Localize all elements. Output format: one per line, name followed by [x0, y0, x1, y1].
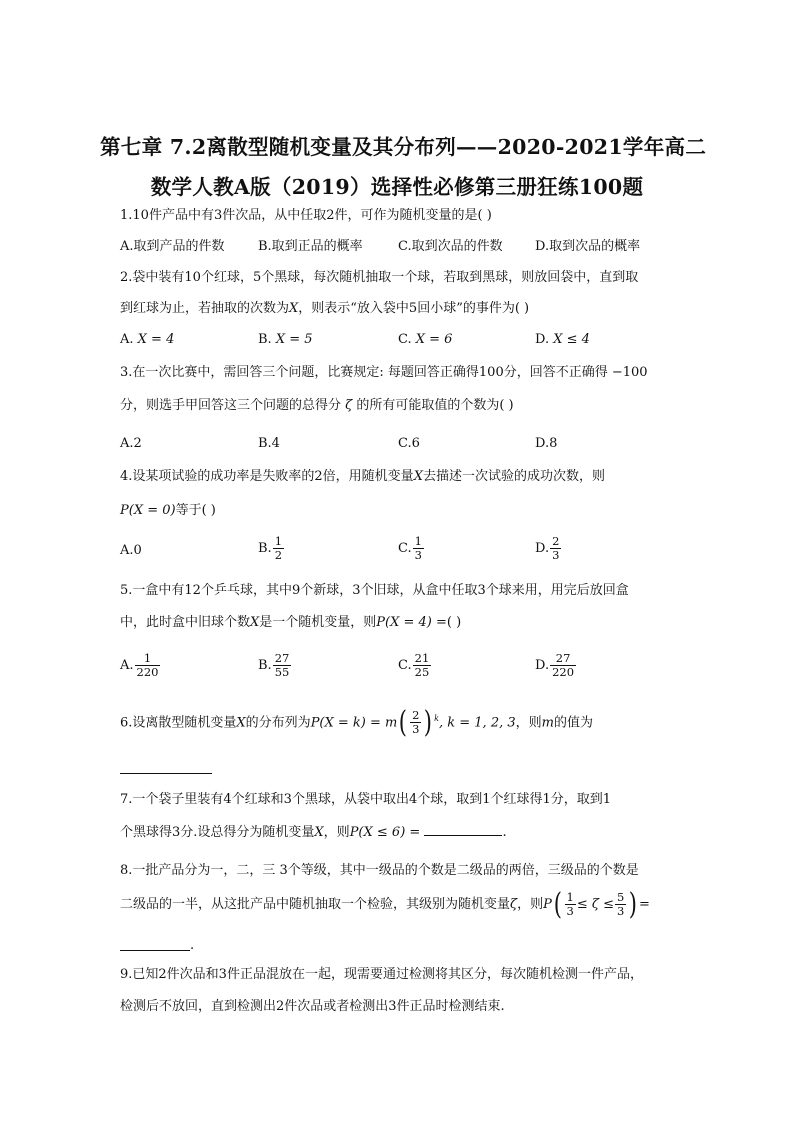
question-1-stem: 1.10件产品中有3件次品，从中任取2件，可作为随机变量的是( )	[120, 208, 492, 223]
question-8-stem-line-1: 8.一批产品分为一，二，三 3个等级，其中一级品的个数是二级品的两倍，三级品的个数是	[120, 863, 639, 878]
fraction: $\frac{21}{25}$	[414, 651, 430, 679]
document-title-line-1: 第七章 7.2离散型随机变量及其分布列——2020-2021学年高二	[100, 135, 707, 159]
question-6-stem: 6.设离散型随机变量X的分布列为P(X = k) = m( $\frac{2}{3}$ ) $^k$, k = 1, 2, 3，则m的值为	[120, 704, 593, 740]
question-3-option-a: A.2	[120, 436, 142, 451]
question-8-end-punctuation: .	[190, 938, 195, 953]
question-4-option-d: D. $\frac{2}{3}$	[535, 534, 560, 562]
question-2-option-b: B. X = 5	[258, 332, 313, 347]
question-8-stem-line-2: 二级品的一半，从这批产品中随机抽取一个检验，其级别为随机变量ζ，则P( $\frac{1}{3}$ ≤ ζ ≤ $\frac{5}{3}$ ) =	[120, 886, 650, 922]
question-7-stem-line-2: 个黑球得3分.设总得分为随机变量X，则P(X ≤ 6) = .	[120, 825, 507, 840]
question-1-option-a: A.取到产品的件数	[120, 239, 225, 254]
variable-x: X	[289, 301, 299, 316]
probability-expression: P(X = 0)	[120, 503, 176, 518]
fraction: $\frac{2}{3}$	[412, 708, 420, 737]
fraction: $\frac{1}{3}$	[566, 890, 574, 918]
answer-blank-q8	[120, 949, 190, 951]
fraction: $\frac{5}{3}$	[616, 890, 625, 918]
question-2-option-d: D. X ≤ 4	[535, 332, 590, 347]
question-5-option-b: B. $\frac{27}{55}$	[258, 651, 290, 679]
question-2-option-c: C. X = 6	[398, 332, 453, 347]
question-7-stem-line-1: 7.一个袋子里装有4个红球和3个黑球，从袋中取出4个球，取到1个红球得1分，取到1	[120, 792, 612, 807]
fraction: $\frac{1}{2}$	[274, 534, 283, 562]
question-1-option-d: D.取到次品的概率	[535, 239, 641, 254]
variable-zeta: ζ	[345, 398, 353, 413]
question-3-option-d: D.8	[535, 436, 558, 451]
question-4-option-a: A.0	[120, 543, 142, 558]
distribution-expression: P(X = k) = m	[310, 715, 398, 731]
question-4-stem-line-1: 4.设某项试验的成功率是失败率的2倍，用随机变量X去描述一次试验的成功次数，则	[120, 469, 605, 484]
question-3-stem-line-1: 3.在一次比赛中，需回答三个问题，比赛规定: 每题回答正确得100分，回答不正确得 −100	[120, 365, 648, 380]
fraction: $\frac{1}{220}$	[136, 651, 159, 679]
question-3-stem-line-2: 分，则选手甲回答这三个问题的总得分 ζ 的所有可能取值的个数为( )	[120, 398, 514, 413]
question-1-option-c: C.取到次品的件数	[398, 239, 503, 254]
question-4-option-c: C. $\frac{1}{3}$	[398, 534, 422, 562]
fraction: $\frac{1}{3}$	[414, 534, 422, 562]
document-title-line-2: 数学人教A版（2019）选择性必修第三册狂练100题	[150, 175, 644, 199]
fraction: $\frac{2}{3}$	[552, 534, 560, 562]
answer-blank-q7	[424, 823, 502, 836]
question-5-stem-line-1: 5.一盒中有12个乒乓球，其中9个新球，3个旧球，从盒中任取3个球来用，用完后放回盒	[120, 583, 629, 598]
question-4-option-b: B. $\frac{1}{2}$	[258, 534, 283, 562]
question-9-stem-line-1: 9.已知2件次品和3件正品混放在一起，现需要通过检测将其区分，每次随机检测一件产品，	[120, 967, 643, 982]
question-4-stem-line-2: P(X = 0)等于( )	[120, 503, 216, 518]
exponent: k	[434, 714, 439, 723]
question-5-stem-line-2: 中，此时盒中旧球个数X是一个随机变量，则P(X = 4) =( )	[120, 615, 462, 630]
question-2-stem-line-2: 到红球为止，若抽取的次数为X，则表示“放入袋中5回小球”的事件为( )	[120, 301, 530, 316]
fraction: $\frac{27}{55}$	[274, 651, 290, 679]
fraction: $\frac{27}{220}$	[552, 651, 575, 679]
answer-blank-q6	[120, 772, 212, 774]
question-5-option-c: C. $\frac{21}{25}$	[398, 651, 430, 679]
question-9-stem-line-2: 检测后不放回，直到检测出2件次品或者检测出3件正品时检测结束.	[120, 999, 505, 1014]
question-5-option-d: D. $\frac{27}{220}$	[535, 651, 575, 679]
question-2-option-a: A. X = 4	[120, 332, 175, 347]
question-5-option-a: A. $\frac{1}{220}$	[120, 651, 159, 679]
question-1-option-b: B.取到正品的概率	[258, 239, 363, 254]
question-2-stem-line-1: 2.袋中装有10个红球，5个黑球，每次随机抽取一个球，若取到黑球，则放回袋中，直到取	[120, 270, 639, 285]
question-3-option-b: B.4	[258, 436, 280, 451]
question-3-option-c: C.6	[398, 436, 420, 451]
